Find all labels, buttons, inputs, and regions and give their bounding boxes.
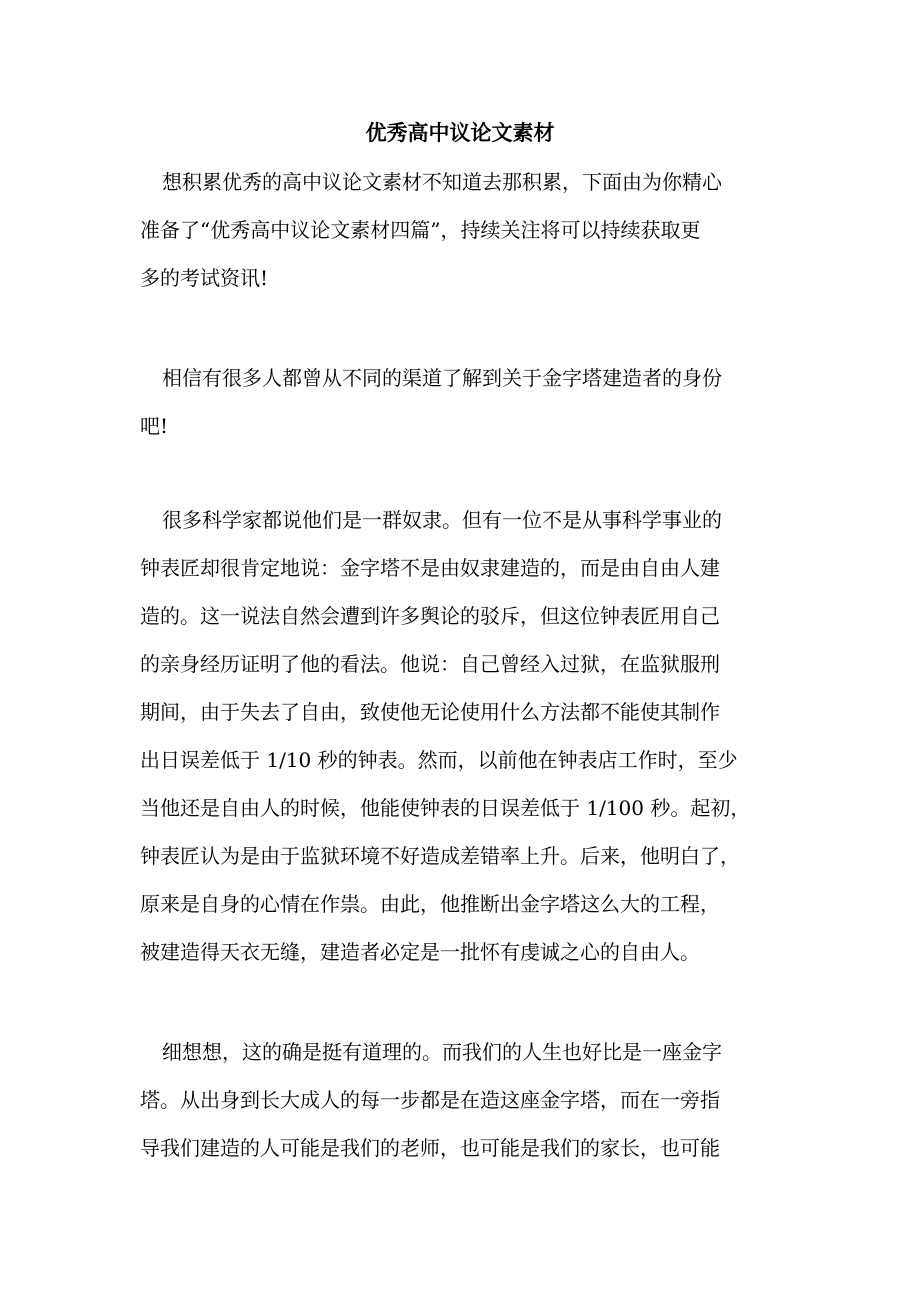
text-line: 很多科学家都说他们是一群奴隶。但有一位不是从事科学事业的	[162, 508, 722, 532]
text-line: 吧!	[140, 414, 169, 438]
page-title: 优秀高中议论文素材	[365, 120, 555, 145]
text-line: 的亲身经历证明了他的看法。他说：自己曾经入过狱，在监狱服刑	[140, 652, 720, 676]
text-line: 钟表匠却很肯定地说：金字塔不是由奴隶建造的，而是由自由人建	[140, 556, 720, 580]
text-line: 细想想，这的确是挺有道理的。而我们的人生也好比是一座金字	[162, 1040, 722, 1064]
text-line: 导我们建造的人可能是我们的老师，也可能是我们的家长，也可能	[140, 1136, 720, 1160]
paragraph-reflection	[140, 1028, 780, 1172]
paragraph-intro	[140, 158, 780, 302]
text-line: 相信有很多人都曾从不同的渠道了解到关于金字塔建造者的身份	[162, 366, 722, 390]
text-line: 钟表匠认为是由于监狱环境不好造成差错率上升。后来，他明白了，	[140, 844, 740, 868]
text-line: 造的。这一说法自然会遭到许多舆论的驳斥，但这位钟表匠用自己	[140, 604, 720, 628]
text-line: 原来是自身的心情在作祟。由此，他推断出金字塔这么大的工程，	[140, 892, 720, 916]
text-line: 想积累优秀的高中议论文素材不知道去那积累，下面由为你精心	[162, 170, 722, 194]
paragraph-pyramid-question	[140, 354, 780, 450]
text-line: 塔。从出身到长大成人的每一步都是在造这座金字塔，而在一旁指	[140, 1088, 720, 1112]
text-line: 多的考试资讯!	[140, 266, 269, 290]
text-line: 出日误差低于 1/10 秒的钟表。然而，以前他在钟表店工作时，至少	[140, 748, 738, 772]
text-line: 准备了“优秀高中议论文素材四篇”，持续关注将可以持续获取更	[140, 218, 701, 242]
text-line: 当他还是自由人的时候，他能使钟表的日误差低于 1/100 秒。起初，	[140, 796, 751, 820]
text-line: 被建造得天衣无缝，建造者必定是一批怀有虔诚之心的自由人。	[140, 940, 700, 964]
paragraph-clockmaker-story	[140, 496, 780, 976]
text-line: 期间，由于失去了自由，致使他无论使用什么方法都不能使其制作	[140, 700, 720, 724]
